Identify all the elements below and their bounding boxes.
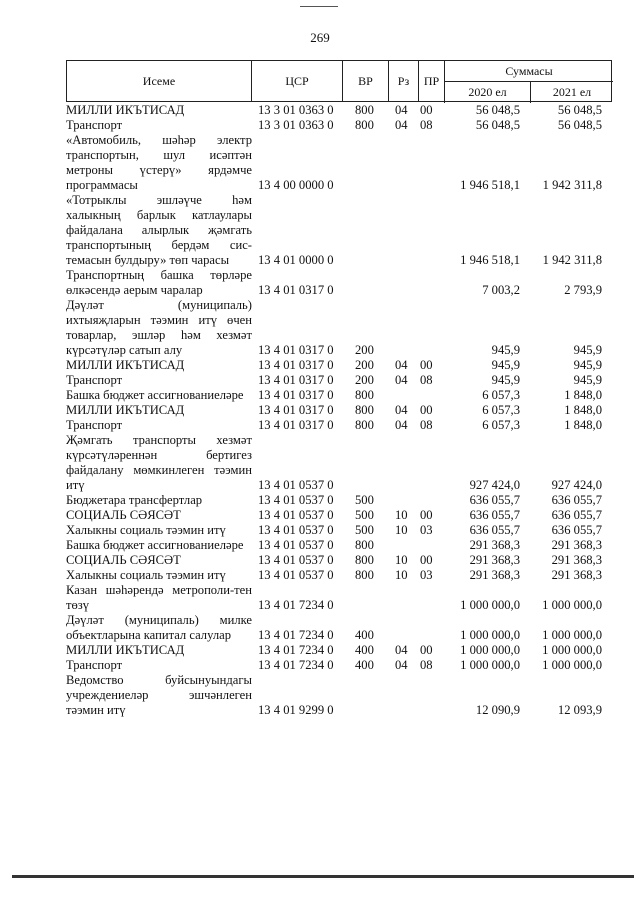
row-amount-2020: 945,9: [491, 343, 520, 357]
row-rz: 04: [395, 403, 408, 417]
row-pr: 00: [420, 643, 433, 657]
row-name: Халыкны социаль тәэмин итү: [66, 523, 226, 537]
row-pr: 08: [420, 118, 433, 132]
row-csr: 13 4 01 9299 0: [258, 703, 334, 717]
row-rz: 04: [395, 418, 408, 432]
table-row: [66, 673, 612, 718]
row-csr: 13 4 00 0000 0: [258, 178, 334, 192]
row-amount-2021: 56 048,5: [557, 103, 602, 117]
row-amount-2021: 56 048,5: [557, 118, 602, 132]
row-rz: 04: [395, 658, 408, 672]
row-vr: 800: [355, 553, 374, 567]
row-csr: 13 4 01 0537 0: [258, 568, 334, 582]
row-name: СОЦИАЛЬ СӘЯСӘТ: [66, 508, 181, 522]
row-amount-2021: 12 093,9: [557, 703, 602, 717]
row-pr: 00: [420, 403, 433, 417]
row-amount-2020: 291 368,3: [469, 553, 520, 567]
row-csr: 13 4 01 0537 0: [258, 508, 334, 522]
table-row: [66, 613, 612, 643]
row-name: Транспорт: [66, 658, 123, 672]
header-pr: ПР: [418, 61, 444, 101]
row-amount-2021: 1 000 000,0: [542, 628, 602, 642]
row-pr: 03: [420, 568, 433, 582]
row-name: Дәүләт (муниципаль) милке объектларына капитал салулар: [66, 613, 252, 642]
row-pr: 03: [420, 523, 433, 537]
row-vr: 500: [355, 493, 374, 507]
row-csr: 13 4 01 7234 0: [258, 628, 334, 642]
row-rz: 10: [395, 568, 408, 582]
row-name: Җәмгать транспорты хезмәт күрсәтүләреннән бертигез файдалану мөмкинлеген тәэмин итү: [66, 433, 252, 492]
row-amount-2020: 636 055,7: [469, 523, 520, 537]
row-rz: 04: [395, 373, 408, 387]
row-vr: 500: [355, 508, 374, 522]
table-row: [66, 643, 612, 658]
row-csr: 13 3 01 0363 0: [258, 103, 334, 117]
table-row: [66, 658, 612, 673]
row-pr: 00: [420, 103, 433, 117]
row-rz: 10: [395, 553, 408, 567]
table-row: [66, 298, 612, 358]
row-amount-2020: 1 000 000,0: [460, 658, 520, 672]
header-vr: ВР: [342, 61, 388, 101]
row-name: «Тотрыклы эшләүче һәм халыкның барлык катлаулары файдалана алырлык җәмгать транспортының бердәм сис-темасын булдыру» төп чарасы: [66, 193, 252, 267]
row-amount-2021: 291 368,3: [551, 538, 602, 552]
row-amount-2021: 1 848,0: [564, 418, 602, 432]
row-amount-2021: 945,9: [573, 358, 602, 372]
table-row: [66, 268, 612, 298]
header-rz: Рз: [388, 61, 418, 101]
row-vr: 400: [355, 658, 374, 672]
row-amount-2021: 636 055,7: [551, 523, 602, 537]
table-row: [66, 433, 612, 493]
row-vr: 800: [355, 538, 374, 552]
row-vr: 400: [355, 628, 374, 642]
row-name: СОЦИАЛЬ СӘЯСӘТ: [66, 553, 181, 567]
row-amount-2020: 945,9: [491, 358, 520, 372]
row-name: МИЛЛИ ИКЪТИСАД: [66, 358, 185, 372]
table-row: [66, 118, 612, 133]
table-row: [66, 103, 612, 118]
table-row: [66, 193, 612, 268]
row-amount-2021: 1 942 311,8: [542, 178, 602, 192]
row-pr: 08: [420, 658, 433, 672]
row-amount-2020: 6 057,3: [482, 403, 520, 417]
row-csr: 13 4 01 0000 0: [258, 253, 334, 267]
row-amount-2020: 6 057,3: [482, 418, 520, 432]
row-amount-2021: 1 000 000,0: [542, 643, 602, 657]
table-row: [66, 583, 612, 613]
row-vr: 800: [355, 403, 374, 417]
row-rz: 04: [395, 118, 408, 132]
row-rz: 04: [395, 358, 408, 372]
table-row: [66, 133, 612, 193]
row-amount-2021: 1 942 311,8: [542, 253, 602, 267]
row-csr: 13 4 01 0537 0: [258, 523, 334, 537]
row-vr: 800: [355, 388, 374, 402]
row-pr: 00: [420, 508, 433, 522]
row-pr: 08: [420, 418, 433, 432]
row-name: Транспорт: [66, 418, 123, 432]
header-sums: Суммасы: [444, 61, 613, 82]
row-name: Ведомство буйсынуындагы учреждениеләр эшчәнлеген тәэмин итү: [66, 673, 252, 717]
row-amount-2020: 12 090,9: [475, 703, 520, 717]
row-amount-2021: 945,9: [573, 373, 602, 387]
table-header: [66, 60, 612, 102]
row-pr: 08: [420, 373, 433, 387]
row-name: Башка бюджет ассигнованиеләре: [66, 538, 244, 552]
row-amount-2021: 1 848,0: [564, 388, 602, 402]
row-amount-2020: 1 946 518,1: [460, 253, 520, 267]
row-name: Бюджетара трансфертлар: [66, 493, 203, 507]
row-csr: 13 4 01 0317 0: [258, 343, 334, 357]
row-csr: 13 4 01 0317 0: [258, 418, 334, 432]
row-rz: 04: [395, 103, 408, 117]
row-csr: 13 4 01 0317 0: [258, 403, 334, 417]
row-name: Башка бюджет ассигнованиеләре: [66, 388, 244, 402]
row-vr: 800: [355, 118, 374, 132]
row-csr: 13 4 01 0317 0: [258, 388, 334, 402]
table-row: [66, 388, 612, 403]
row-amount-2020: 291 368,3: [469, 568, 520, 582]
table-row: [66, 418, 612, 433]
row-csr: 13 4 01 7234 0: [258, 598, 334, 612]
table-row: [66, 493, 612, 508]
row-name: «Автомобиль, шәһәр электр транспортын, шул исәптән метроны үстерү» ярдәмче программасы: [66, 133, 252, 192]
row-vr: 200: [355, 373, 374, 387]
row-amount-2020: 291 368,3: [469, 538, 520, 552]
table-row: [66, 553, 612, 568]
header-csr: ЦСР: [251, 61, 342, 101]
page-number: 269: [310, 30, 330, 45]
header-name: Исеме: [142, 73, 176, 88]
row-vr: 800: [355, 568, 374, 582]
row-name: Дәүләт (муниципаль) ихтыяҗларын тәэмин итү өчен товарлар, эшләр һәм хезмәт күрсәтүләр сатып алу: [66, 298, 252, 357]
row-amount-2020: 1 000 000,0: [460, 598, 520, 612]
row-amount-2020: 1 000 000,0: [460, 643, 520, 657]
row-amount-2021: 636 055,7: [551, 508, 602, 522]
row-amount-2020: 6 057,3: [482, 388, 520, 402]
table-row: [66, 358, 612, 373]
row-name: Транспорт: [66, 373, 123, 387]
row-amount-2020: 7 003,2: [482, 283, 520, 297]
top-rule: [300, 6, 338, 7]
row-csr: 13 4 01 0537 0: [258, 538, 334, 552]
row-amount-2020: 56 048,5: [475, 118, 520, 132]
row-vr: 400: [355, 643, 374, 657]
row-amount-2021: 1 000 000,0: [542, 658, 602, 672]
table-row: [66, 373, 612, 388]
row-vr: 800: [355, 418, 374, 432]
table-row: [66, 403, 612, 418]
header-year-2020: 2020 ел: [444, 82, 530, 103]
row-name: Халыкны социаль тәэмин итү: [66, 568, 226, 582]
row-amount-2020: 636 055,7: [469, 493, 520, 507]
row-amount-2020: 945,9: [491, 373, 520, 387]
row-amount-2021: 1 000 000,0: [542, 598, 602, 612]
row-amount-2020: 927 424,0: [469, 478, 520, 492]
budget-table: [66, 103, 612, 718]
row-csr: 13 4 01 0317 0: [258, 358, 334, 372]
row-vr: 200: [355, 343, 374, 357]
row-amount-2020: 636 055,7: [469, 508, 520, 522]
row-rz: 04: [395, 643, 408, 657]
row-name: Транспортның башка төрләре өлкәсендә аерым чаралар: [66, 268, 252, 297]
row-amount-2021: 291 368,3: [551, 553, 602, 567]
row-amount-2020: 1 000 000,0: [460, 628, 520, 642]
row-name: МИЛЛИ ИКЪТИСАД: [66, 403, 185, 417]
row-csr: 13 3 01 0363 0: [258, 118, 334, 132]
row-name: Транспорт: [66, 118, 123, 132]
row-pr: 00: [420, 553, 433, 567]
row-amount-2021: 636 055,7: [551, 493, 602, 507]
row-csr: 13 4 01 0537 0: [258, 553, 334, 567]
table-row: [66, 568, 612, 583]
row-amount-2020: 56 048,5: [475, 103, 520, 117]
row-amount-2020: 1 946 518,1: [460, 178, 520, 192]
row-pr: 00: [420, 358, 433, 372]
row-amount-2021: 927 424,0: [551, 478, 602, 492]
row-amount-2021: 291 368,3: [551, 568, 602, 582]
table-row: [66, 538, 612, 553]
row-vr: 200: [355, 358, 374, 372]
row-vr: 800: [355, 103, 374, 117]
row-vr: 500: [355, 523, 374, 537]
row-csr: 13 4 01 0537 0: [258, 478, 334, 492]
row-name: МИЛЛИ ИКЪТИСАД: [66, 643, 185, 657]
row-name: Казан шәһәрендә метрополи-тен төзү: [66, 583, 252, 612]
bottom-rule: [12, 875, 634, 878]
row-csr: 13 4 01 0537 0: [258, 493, 334, 507]
row-rz: 10: [395, 523, 408, 537]
header-year-2021: 2021 ел: [530, 82, 613, 103]
row-rz: 10: [395, 508, 408, 522]
row-csr: 13 4 01 0317 0: [258, 283, 334, 297]
row-csr: 13 4 01 7234 0: [258, 658, 334, 672]
row-csr: 13 4 01 7234 0: [258, 643, 334, 657]
row-name: МИЛЛИ ИКЪТИСАД: [66, 103, 185, 117]
row-amount-2021: 945,9: [573, 343, 602, 357]
row-amount-2021: 2 793,9: [564, 283, 602, 297]
row-amount-2021: 1 848,0: [564, 403, 602, 417]
table-row: [66, 523, 612, 538]
row-csr: 13 4 01 0317 0: [258, 373, 334, 387]
table-row: [66, 508, 612, 523]
